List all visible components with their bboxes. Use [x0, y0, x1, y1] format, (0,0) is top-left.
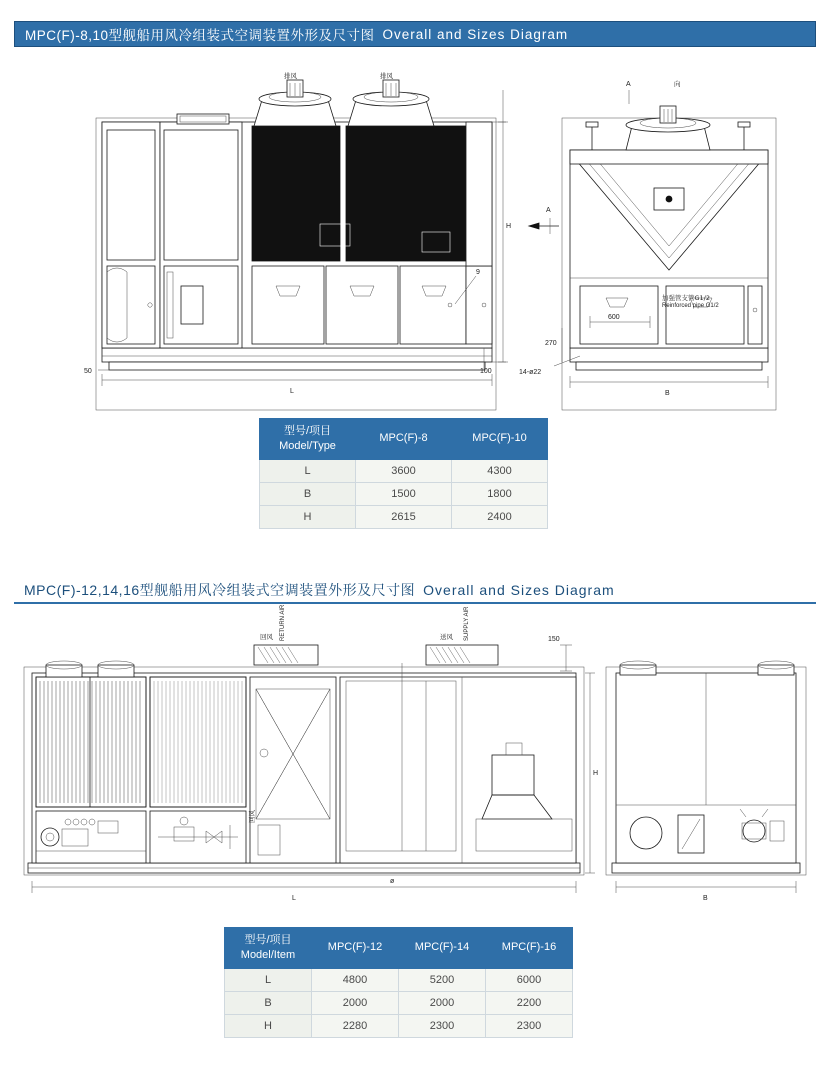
table-row — [225, 991, 573, 1014]
section-2-title-cn: MPC(F)-12,14,16型舰船用风冷组装式空调装置外形及尺寸图 — [24, 582, 416, 598]
label-return-air: 回风 — [248, 810, 256, 823]
header-model-type-en: Model/Type — [279, 439, 336, 452]
header-model-mpc12: MPC(F)-12 — [312, 928, 399, 969]
view-marker-direction: 向 — [674, 80, 681, 88]
header-model-mpc16: MPC(F)-16 — [486, 928, 573, 969]
dim-270: 270 — [545, 340, 557, 347]
cell-B-mpc10: 1800 — [452, 482, 548, 505]
label-return-air-en: RETURN AIR — [280, 604, 286, 641]
cell-B-mpc14: 2000 — [399, 991, 486, 1014]
row-label-L: L — [225, 968, 312, 991]
table-header-row — [260, 419, 548, 460]
table-row — [260, 505, 548, 528]
cell-L-mpc14: 5200 — [399, 968, 486, 991]
row-label-B: B — [260, 482, 356, 505]
hole-note: 14-ø22 — [519, 369, 542, 376]
diagram-2 — [6, 604, 824, 915]
dim-B-sideview: B — [703, 895, 708, 902]
cell-H-mpc12: 2280 — [312, 1014, 399, 1037]
cell-B-mpc8: 1500 — [356, 482, 452, 505]
dim-B-side: B — [665, 390, 670, 397]
view-marker-A-top: A — [626, 81, 631, 88]
table-row — [260, 459, 548, 482]
section-1-title-cn: MPC(F)-8,10型舰船用风冷组装式空调装置外形及尺寸图 — [25, 28, 375, 43]
dim-150: 150 — [548, 636, 560, 643]
row-label-B: B — [225, 991, 312, 1014]
dim-L-front: L — [290, 388, 294, 395]
drain-note-en: Reinforced pipe G1/2 — [662, 303, 719, 309]
dim-50: 50 — [84, 368, 92, 375]
cell-H-mpc16: 2300 — [486, 1014, 573, 1037]
label-return-air-top: 回风 — [260, 633, 273, 641]
label-exhaust-air-right: 排风 — [380, 72, 393, 80]
table-header-row — [225, 928, 573, 969]
cell-L-mpc16: 6000 — [486, 968, 573, 991]
row-label-H: H — [260, 505, 356, 528]
dim-H-main: H — [593, 770, 599, 777]
header-model-item — [225, 928, 312, 969]
table-row — [260, 482, 548, 505]
diagram-1 — [14, 60, 816, 410]
header-model-item-cn: 型号/项目 — [244, 934, 292, 946]
spec-table-1 — [259, 418, 548, 529]
cell-H-mpc8: 2615 — [356, 505, 452, 528]
cell-L-mpc12: 4800 — [312, 968, 399, 991]
drain-note-cn: 加强管支管G1/2 — [662, 294, 710, 302]
spec-table-2 — [224, 927, 573, 1038]
section-1-title-bar — [14, 21, 816, 47]
dim-H-front: H — [506, 223, 512, 230]
dim-circle-marker: ø — [390, 878, 395, 885]
cell-B-mpc12: 2000 — [312, 991, 399, 1014]
cell-L-mpc8: 3600 — [356, 459, 452, 482]
dim-L-main: L — [292, 895, 296, 902]
cell-H-mpc10: 2400 — [452, 505, 548, 528]
dim-100: 100 — [480, 368, 492, 375]
header-model-mpc10: MPC(F)-10 — [452, 419, 548, 460]
row-label-L: L — [260, 459, 356, 482]
section-1-title-en: Overall and Sizes Diagram — [382, 26, 569, 42]
label-supply-air-en: SUPPLY AIR — [464, 606, 470, 641]
callout-9: 9 — [476, 269, 480, 276]
row-label-H: H — [225, 1014, 312, 1037]
label-exhaust-air-left: 排风 — [284, 72, 297, 80]
cell-B-mpc16: 2200 — [486, 991, 573, 1014]
header-model-type — [260, 419, 356, 460]
view-marker-A-side: A — [546, 207, 551, 214]
dim-600: 600 — [608, 314, 620, 321]
header-model-mpc14: MPC(F)-14 — [399, 928, 486, 969]
label-supply-air: 送风 — [440, 633, 453, 641]
cell-H-mpc14: 2300 — [399, 1014, 486, 1037]
table-row — [225, 1014, 573, 1037]
header-model-mpc8: MPC(F)-8 — [356, 419, 452, 460]
cell-L-mpc10: 4300 — [452, 459, 548, 482]
header-model-type-cn: 型号/项目 — [283, 425, 332, 437]
section-2-title-bar — [14, 578, 816, 604]
section-2-title-en: Overall and Sizes Diagram — [423, 582, 615, 598]
table-row — [225, 968, 573, 991]
header-model-item-en: Model/Item — [240, 948, 296, 961]
